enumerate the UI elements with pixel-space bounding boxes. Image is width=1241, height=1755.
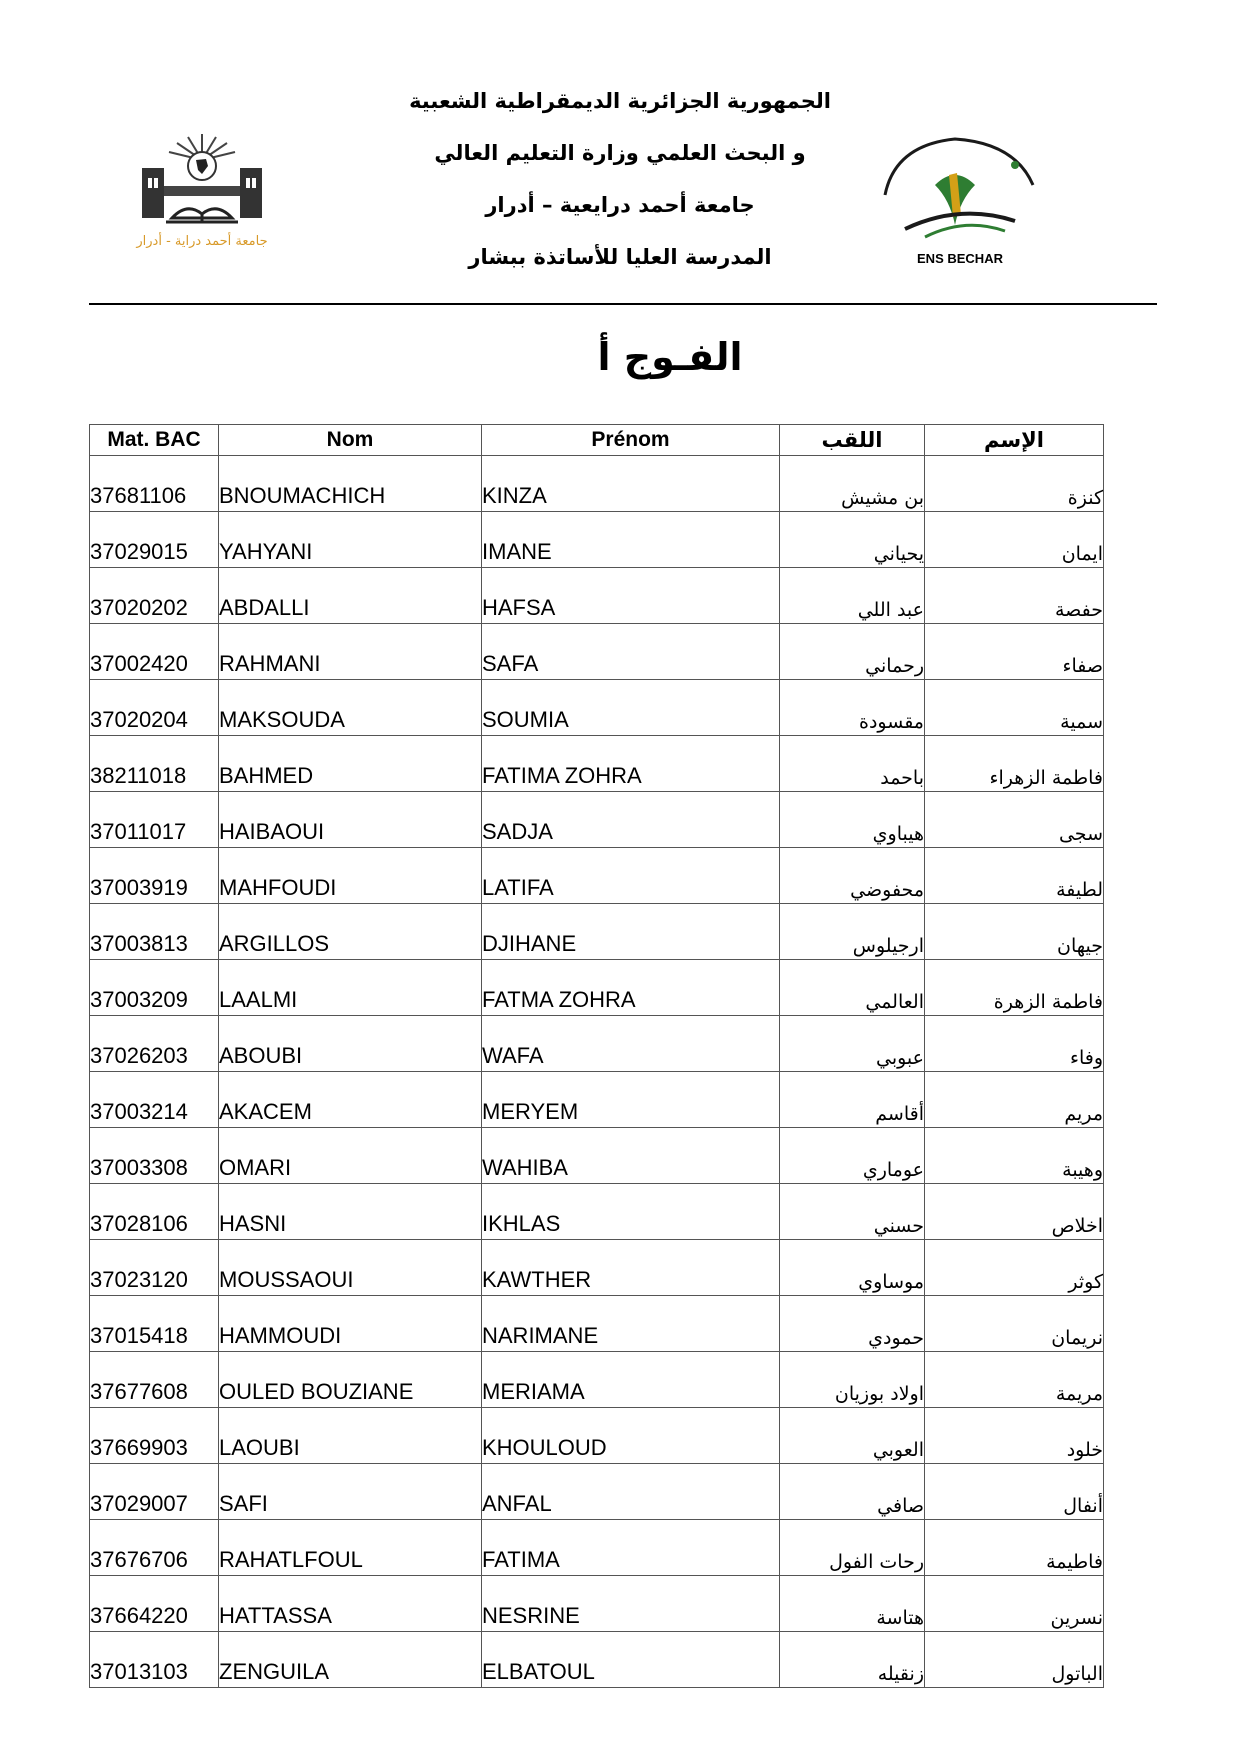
cell-nom: MAHFOUDI	[219, 848, 482, 904]
cell-laqab: هتاسة	[780, 1576, 925, 1632]
cell-ism: فاطمة الزهرة	[925, 960, 1104, 1016]
cell-ism: مريم	[925, 1072, 1104, 1128]
cell-mat-bac: 37676706	[90, 1520, 219, 1576]
cell-prenom: FATIMA ZOHRA	[482, 736, 780, 792]
cell-mat-bac: 37020202	[90, 568, 219, 624]
table-row	[90, 1184, 1104, 1240]
cell-prenom: WAFA	[482, 1016, 780, 1072]
cell-prenom: MERIAMA	[482, 1352, 780, 1408]
cell-laqab: محفوضي	[780, 848, 925, 904]
cell-laqab: مقسودة	[780, 680, 925, 736]
cell-prenom: IMANE	[482, 512, 780, 568]
cell-nom: HATTASSA	[219, 1576, 482, 1632]
cell-nom: RAHATLFOUL	[219, 1520, 482, 1576]
cell-laqab: عوماري	[780, 1128, 925, 1184]
col-header-laqab: اللقب	[780, 425, 925, 456]
cell-laqab: صافي	[780, 1464, 925, 1520]
cell-laqab: حمودي	[780, 1296, 925, 1352]
cell-laqab: بن مشيش	[780, 456, 925, 512]
cell-mat-bac: 37028106	[90, 1184, 219, 1240]
header-line-university: جامعة أحمد درايعية – أدرار	[485, 193, 755, 217]
group-title: الفـوج أ	[597, 335, 743, 379]
table-row	[90, 736, 1104, 792]
table-row	[90, 904, 1104, 960]
col-header-mat-bac: Mat. BAC	[90, 425, 219, 456]
cell-prenom: IKHLAS	[482, 1184, 780, 1240]
header-divider	[89, 303, 1157, 305]
cell-prenom: SADJA	[482, 792, 780, 848]
cell-mat-bac: 38211018	[90, 736, 219, 792]
cell-nom: ZENGUILA	[219, 1632, 482, 1688]
cell-prenom: WAHIBA	[482, 1128, 780, 1184]
cell-ism: نسرين	[925, 1576, 1104, 1632]
cell-laqab: عبوبي	[780, 1016, 925, 1072]
cell-prenom: DJIHANE	[482, 904, 780, 960]
cell-laqab: يحياني	[780, 512, 925, 568]
cell-nom: RAHMANI	[219, 624, 482, 680]
cell-ism: سجى	[925, 792, 1104, 848]
cell-prenom: SOUMIA	[482, 680, 780, 736]
cell-prenom: FATIMA	[482, 1520, 780, 1576]
cell-mat-bac: 37003209	[90, 960, 219, 1016]
cell-ism: نريمان	[925, 1296, 1104, 1352]
cell-laqab: حسني	[780, 1184, 925, 1240]
cell-laqab: اولاد بوزيان	[780, 1352, 925, 1408]
cell-mat-bac: 37029007	[90, 1464, 219, 1520]
table-header-row	[90, 425, 1104, 456]
cell-nom: OULED BOUZIANE	[219, 1352, 482, 1408]
table-row	[90, 1352, 1104, 1408]
cell-nom: OMARI	[219, 1128, 482, 1184]
cell-mat-bac: 37003813	[90, 904, 219, 960]
cell-nom: MOUSSAOUI	[219, 1240, 482, 1296]
cell-prenom: SAFA	[482, 624, 780, 680]
cell-prenom: LATIFA	[482, 848, 780, 904]
table-row	[90, 456, 1104, 512]
cell-ism: سمية	[925, 680, 1104, 736]
table-row	[90, 1464, 1104, 1520]
table-row	[90, 1240, 1104, 1296]
cell-nom: ABDALLI	[219, 568, 482, 624]
cell-prenom: KAWTHER	[482, 1240, 780, 1296]
cell-ism: أنفال	[925, 1464, 1104, 1520]
table-row	[90, 624, 1104, 680]
cell-nom: LAOUBI	[219, 1408, 482, 1464]
cell-prenom: NESRINE	[482, 1576, 780, 1632]
cell-mat-bac: 37669903	[90, 1408, 219, 1464]
cell-nom: BAHMED	[219, 736, 482, 792]
cell-mat-bac: 37681106	[90, 456, 219, 512]
university-logo-caption: جامعة أحمد دراية - أدرار	[136, 234, 268, 249]
table-row	[90, 1128, 1104, 1184]
cell-mat-bac: 37002420	[90, 624, 219, 680]
cell-mat-bac: 37003308	[90, 1128, 219, 1184]
cell-mat-bac: 37029015	[90, 512, 219, 568]
cell-ism: ايمان	[925, 512, 1104, 568]
table-row	[90, 512, 1104, 568]
cell-laqab: ارجيلوس	[780, 904, 925, 960]
cell-ism: خلود	[925, 1408, 1104, 1464]
cell-ism: وهيبة	[925, 1128, 1104, 1184]
ens-bechar-logo	[865, 125, 1055, 275]
cell-mat-bac: 37003919	[90, 848, 219, 904]
cell-nom: HASNI	[219, 1184, 482, 1240]
cell-prenom: FATMA ZOHRA	[482, 960, 780, 1016]
table-row	[90, 568, 1104, 624]
cell-prenom: KHOULOUD	[482, 1408, 780, 1464]
cell-ism: فاطمة الزهراء	[925, 736, 1104, 792]
cell-ism: كوثر	[925, 1240, 1104, 1296]
student-list-table	[89, 424, 1104, 1688]
cell-ism: كنزة	[925, 456, 1104, 512]
cell-prenom: NARIMANE	[482, 1296, 780, 1352]
cell-prenom: HAFSA	[482, 568, 780, 624]
cell-nom: YAHYANI	[219, 512, 482, 568]
cell-nom: SAFI	[219, 1464, 482, 1520]
table-row	[90, 1520, 1104, 1576]
cell-laqab: العالمي	[780, 960, 925, 1016]
table-row	[90, 848, 1104, 904]
cell-laqab: أقاسم	[780, 1072, 925, 1128]
cell-ism: لطيفة	[925, 848, 1104, 904]
col-header-nom: Nom	[219, 425, 482, 456]
cell-mat-bac: 37003214	[90, 1072, 219, 1128]
table-row	[90, 1016, 1104, 1072]
cell-nom: HAMMOUDI	[219, 1296, 482, 1352]
cell-laqab: العوبي	[780, 1408, 925, 1464]
cell-laqab: رحات الفول	[780, 1520, 925, 1576]
table-row	[90, 680, 1104, 736]
cell-mat-bac: 37023120	[90, 1240, 219, 1296]
cell-nom: HAIBAOUI	[219, 792, 482, 848]
table-row	[90, 792, 1104, 848]
ens-logo-caption: ENS BECHAR	[917, 251, 1003, 266]
cell-prenom: KINZA	[482, 456, 780, 512]
cell-ism: جيهان	[925, 904, 1104, 960]
cell-nom: ABOUBI	[219, 1016, 482, 1072]
cell-ism: فاطيمة	[925, 1520, 1104, 1576]
table-row	[90, 1408, 1104, 1464]
cell-ism: حفصة	[925, 568, 1104, 624]
cell-ism: الباتول	[925, 1632, 1104, 1688]
cell-prenom: ANFAL	[482, 1464, 780, 1520]
cell-nom: ARGILLOS	[219, 904, 482, 960]
table-row	[90, 1576, 1104, 1632]
cell-laqab: موساوي	[780, 1240, 925, 1296]
cell-laqab: زنقيله	[780, 1632, 925, 1688]
cell-mat-bac: 37013103	[90, 1632, 219, 1688]
table-row	[90, 1072, 1104, 1128]
table-row	[90, 960, 1104, 1016]
cell-nom: MAKSOUDA	[219, 680, 482, 736]
col-header-ism: الإسم	[925, 425, 1104, 456]
university-emblem-icon	[122, 130, 282, 234]
cell-mat-bac: 37011017	[90, 792, 219, 848]
cell-ism: صفاء	[925, 624, 1104, 680]
header-line-ministry: و البحث العلمي وزارة التعليم العالي	[434, 141, 806, 165]
cell-ism: اخلاص	[925, 1184, 1104, 1240]
ens-emblem-icon	[865, 125, 1055, 249]
table-row	[90, 1296, 1104, 1352]
cell-ism: وفاء	[925, 1016, 1104, 1072]
cell-mat-bac: 37026203	[90, 1016, 219, 1072]
cell-mat-bac: 37020204	[90, 680, 219, 736]
cell-nom: AKACEM	[219, 1072, 482, 1128]
cell-laqab: هيباوي	[780, 792, 925, 848]
cell-mat-bac: 37015418	[90, 1296, 219, 1352]
cell-nom: BNOUMACHICH	[219, 456, 482, 512]
cell-prenom: MERYEM	[482, 1072, 780, 1128]
cell-mat-bac: 37664220	[90, 1576, 219, 1632]
cell-nom: LAALMI	[219, 960, 482, 1016]
header-line-republic: الجمهورية الجزائرية الديمقراطية الشعبية	[409, 89, 831, 113]
header-line-school: المدرسة العليا للأساتذة ببشار	[468, 245, 772, 269]
cell-laqab: رحماني	[780, 624, 925, 680]
cell-mat-bac: 37677608	[90, 1352, 219, 1408]
cell-laqab: عبد اللي	[780, 568, 925, 624]
cell-prenom: ELBATOUL	[482, 1632, 780, 1688]
cell-ism: مريمة	[925, 1352, 1104, 1408]
col-header-prenom: Prénom	[482, 425, 780, 456]
table-row	[90, 1632, 1104, 1688]
cell-laqab: باحمد	[780, 736, 925, 792]
university-logo	[122, 130, 282, 260]
